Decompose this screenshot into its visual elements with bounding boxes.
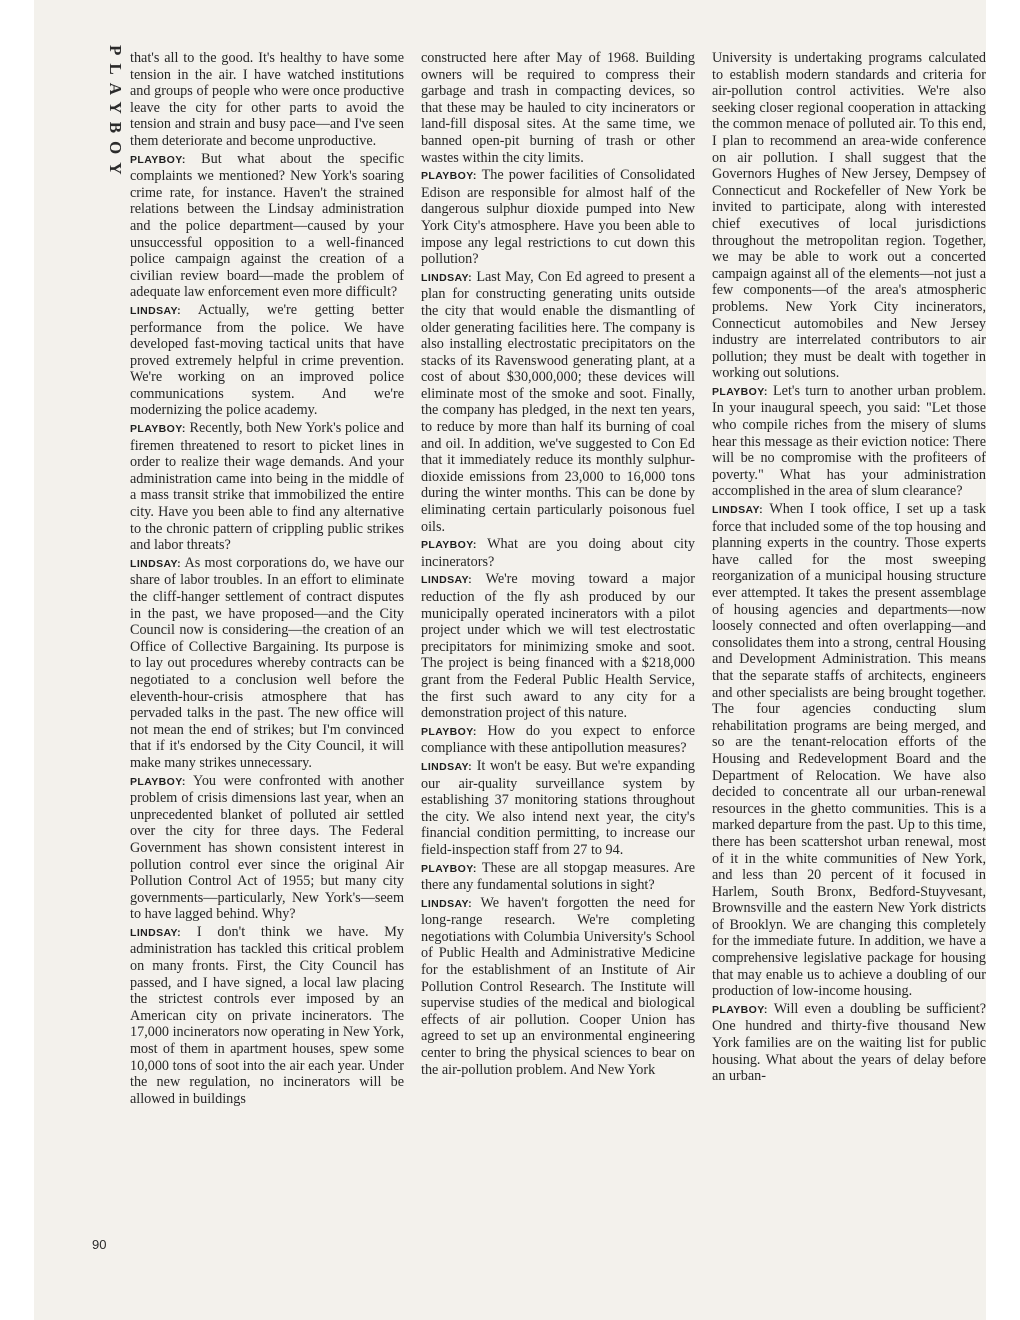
interview-paragraph (421, 50, 695, 166)
paragraph-text: As most corporations do, we have our share of labor troubles. In an effort to eliminate the cliff-hanger settlement of contract disputes in the past, we have proposed—and the City Council now is considering—the creation of an Office of Collective Bargaining. Its purpose is to lay out procedures whereby contracts can be negotiated to a conclusion well before the eleventh-hour-crisis atmosphere that has pervaded talks in the past. The new office will not mean the end of strikes; but I'm convinced that if it's endorsed by the City Council, it will make many strikes unnecessary. (130, 554, 405, 771)
paragraph-text: I don't think we have. My administration has tackled this critical problem on many fronts. First, the City Council has passed, and I have signed, a local law placing the strictest controls ever imposed by an American city on private incinerators. The 17,000 incinerators now operating in New York, most of them in apartment houses, spew some 10,000 tons of soot into the air each year. Under the new regulation, no incinerators will be allowed in buildings (130, 923, 405, 1107)
speaker-label: LINDSAY: (421, 760, 473, 773)
paragraph-text: What are you doing about city incinerators? (421, 536, 696, 570)
interview-paragraph (130, 50, 404, 150)
speaker-label: PLAYBOY: (130, 775, 186, 788)
interview-paragraph (712, 50, 986, 382)
paragraph-text: constructed here after May of 1968. Building owners will be required to compress their garbage and trash in compacting devices, so that these may be hauled to city incinerators or land-fill disposal sites. At the same time, we banned open-pit burning of trash or other wastes within the city limits. (421, 50, 695, 166)
interview-paragraph (712, 383, 986, 500)
paragraph-text: These are all stopgap measures. Are there any fundamental solutions in sight? (421, 859, 696, 894)
paragraph-text: It won't be easy. But we're expanding our air-quality surveillance system by establishing 37 monitoring stations throughout the city. We also intend next year, the city's financial condition permitting, to increase our field-inspection staff from 27 to 94. (421, 757, 696, 858)
paragraph-text: Recently, both New York's police and firemen threatened to resort to picket lines in order to realize their wage demands. And your administration came into being in the middle of a mass transit strike that immobilized the entire city. Have you been able to find any alternative to the chronic pattern of crippling public strikes and labor threats? (130, 420, 404, 554)
speaker-label: LINDSAY: (130, 304, 182, 317)
speaker-label: PLAYBOY: (421, 862, 477, 875)
paragraph-text: University is undertaking programs calculated to establish modern standards and criteria for air-pollution control activities. We're also seeking closer regional cooperation in attacking the common menace of polluted air. To this end, I plan to recommend an area-wide conference on air pollution. I shall suggest that the Governors Hughes of New Jersey, Dempsey of Connecticut and Rockefeller of New York be invited to participate, along with interested chief executives of local jurisdictions throughout the metropolitan region. Together, we may be able to work out a concerted campaign against all of the elements—not just a few components—of the area's atmospheric problems. New York City incinerators, Connecticut automobiles and New Jersey industry are interrelated contributors to air pollution; they must be dealt with together in working out solutions. (712, 50, 986, 382)
interview-paragraph (130, 773, 404, 923)
paragraph-text: You were confronted with another problem of crisis dimensions last year, when an unprecedented blanket of polluted air settled over the city for three days. The Federal Government has shown consistent interest in pollution control ever since the original Air Pollution Control Act of 1955; but many city governments—particularly, New York's—seem to have lagged behind. Why? (130, 772, 404, 923)
speaker-label: LINDSAY: (712, 504, 764, 517)
speaker-label: PLAYBOY: (421, 539, 477, 552)
interview-paragraph (130, 302, 404, 419)
speaker-label: LINDSAY: (421, 271, 473, 284)
page-number: 90 (92, 1237, 107, 1252)
interview-paragraph (421, 269, 695, 536)
interview-paragraph (421, 536, 695, 570)
text-column-3 (712, 50, 986, 1260)
interview-paragraph (130, 555, 404, 772)
magazine-name-text: PLAYBOY (106, 45, 125, 183)
speaker-label: PLAYBOY: (421, 170, 477, 183)
paragraph-text: Will even a doubling be sufficient? One hundred and thirty-five thousand New York families are on the waiting list for public housing. What about the years of delay before an urban- (712, 1000, 986, 1085)
speaker-label: LINDSAY: (421, 574, 473, 587)
speaker-label: LINDSAY: (130, 926, 182, 939)
interview-paragraph (421, 723, 695, 757)
paragraph-text: How do you expect to enforce compliance with these antipollution measures? (421, 722, 696, 757)
paragraph-text: that's all to the good. It's healthy to have some tension in the air. I have watched institutions and groups of people who were once productive leave the city for other parts to avoid the tension and strain and busy pace—and I've seen them deteriorate and become unproductive. (130, 50, 404, 149)
speaker-label: LINDSAY: (130, 557, 182, 570)
interview-paragraph (421, 167, 695, 268)
speaker-label: PLAYBOY: (712, 385, 768, 398)
speaker-label: LINDSAY: (421, 897, 473, 910)
paragraph-text: Last May, Con Ed agreed to present a plan for constructing generating units outside the city that would enable the dismantling of older generating facilities here. The company is also installing electrostatic precipitators on the stacks of its Ravenswood generating plant, at a cost of about $30,000,000; these devices will eliminate most of the smoke and soot. Finally, the company has pledged, in the next ten years, to reduce by more than half its burning of coal and oil. In addition, we've suggested to Con Ed that it immediately reduce its monthly sulphur-dioxide emissions from 23,000 to 16,000 tons during the winter months. This can be done by eliminating certain particularly poisonous fuel oils. (421, 268, 695, 535)
paragraph-text: The power facilities of Consolidated Edison are responsible for almost half of the dangerous sulphur dioxide pumped into New York City's atmosphere. Have you been able to impose any legal restrictions to cut down this pollution? (421, 167, 695, 268)
magazine-name-vertical (82, 43, 125, 183)
speaker-label: PLAYBOY: (130, 423, 186, 436)
paragraph-text: But what about the specific complaints we mentioned? New York's soaring crime rate, for instance. Haven't the strained relations between the Lindsay administration and the police department—caused by your unsuccessful opposition to a well-financed police campaign against the creation of a civilian review board—made the problem of adequate law enforcement even more difficult? (130, 150, 405, 301)
paragraph-text: When I took office, I set up a task force that included some of the top housing and planning experts in the country. Those experts have called for the most sweeping reorganization of a municipal housing structure ever attempted. It takes the present assemblage of housing agencies and departments—now loosely connected and often overlapping—and consolidates them into a strong, central Housing and Development Administration. This means that the separate staffs of architects, engineers and other specialists are being brought together. The four agencies conducting slum rehabilitation programs are being merged, and so are the tenant-relocation efforts of the Housing and Redevelopment Board and the Department of Relocation. We have also decided to concentrate all our urban-renewal resources in the ghetto communities. This is a marked departure from the past. Up to this time, there has been scattershot urban renewal, most of it in the white communities of New York, and less than 20 percent of it focused in Harlem, South Bronx, Bedford-Stuyvesant, Brownsville and the eastern New York districts of Brooklyn. We are changing this completely for the immediate future. In addition, we have a comprehensive legislative package for housing that may enable us to achieve a doubling of our production of low-income housing. (712, 501, 987, 1000)
text-column-1 (130, 50, 404, 1260)
speaker-label: PLAYBOY: (130, 153, 186, 166)
interview-paragraph (421, 895, 695, 1079)
speaker-label: PLAYBOY: (421, 725, 477, 738)
interview-paragraph (421, 571, 695, 721)
paragraph-text: Let's turn to another urban problem. In your inaugural speech, you said: "Let those who compile riches from the misery of slums hear this message as their eviction notice: There will be no compromise with the profiteers of poverty." What has your administration accomplished in the area of slum clearance? (712, 382, 987, 500)
interview-paragraph (712, 1001, 986, 1085)
interview-paragraph (130, 924, 404, 1108)
interview-paragraph (130, 420, 404, 554)
paragraph-text: We haven't forgotten the need for long-range research. We're completing negotiations with Columbia University's School of Public Health and Administrative Medicine for the establishment of an Institute of Air Pollution Control Research. The Institute will supervise studies of the medical and biological effects of air pollution. Cooper Union has agreed to set up an environmental engineering center to bring the physical sciences to bear on the air-pollution problem. And New York (421, 894, 695, 1078)
magazine-page (34, 0, 986, 1320)
interview-paragraph (421, 758, 695, 859)
interview-paragraph (130, 151, 404, 301)
interview-paragraph (421, 860, 695, 894)
speaker-label: PLAYBOY: (712, 1003, 768, 1016)
text-column-2 (421, 50, 695, 1260)
paragraph-text: Actually, we're getting better performance from the police. We have developed fast-moving tactical units that have proved extremely helpful in crime prevention. We're working on an improved police communications system. And we're modernizing the police academy. (130, 301, 404, 419)
paragraph-text: We're moving toward a major reduction of the fly ash produced by our municipally operated incinerators with a pilot project under which we will test electrostatic precipitators for minimizing smoke and soot. The project is being financed with a $218,000 grant from the Federal Public Health Service, the first such award to any city for a demonstration project of this nature. (421, 571, 695, 722)
interview-paragraph (712, 501, 986, 1000)
